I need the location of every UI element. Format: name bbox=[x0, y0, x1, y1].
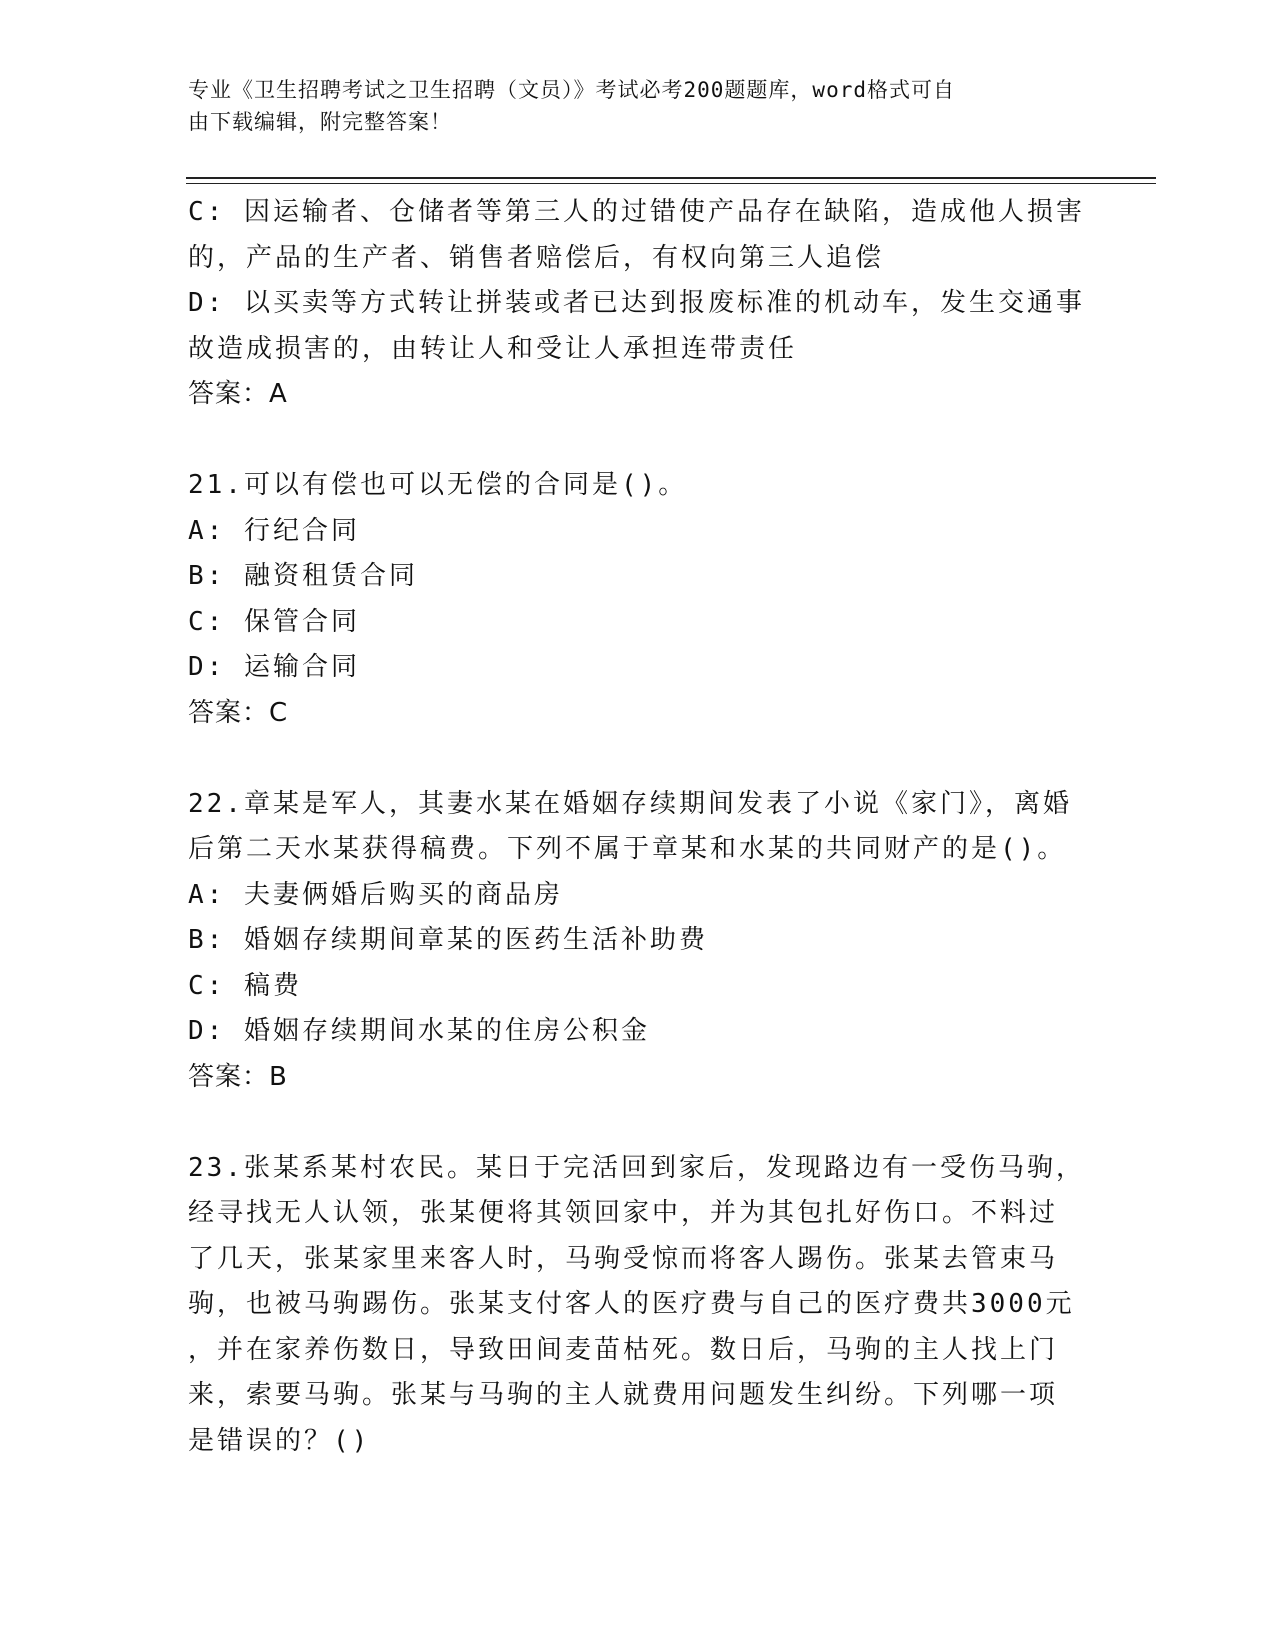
question-stem-line-6: 来，索要马驹。张某与马驹的主人就费用问题发生纠纷。下列哪一项 bbox=[188, 1380, 1059, 1410]
question-21 bbox=[188, 463, 1078, 736]
answer-text: 答案：A bbox=[188, 379, 288, 409]
option-a: A: 行纪合同 bbox=[188, 515, 360, 546]
option-d-line-1: D: 以买卖等方式转让拼装或者已达到报废标准的机动车，发生交通事 bbox=[188, 288, 1085, 318]
option-c-line-2: 的，产品的生产者、销售者赔偿后，有权向第三人追偿 bbox=[188, 242, 885, 273]
question-22 bbox=[188, 782, 1078, 1101]
question-stem-line-1: 22.章某是军人，其妻水某在婚姻存续期间发表了小说《家门》，离婚 bbox=[188, 788, 1072, 819]
header-divider-thin bbox=[186, 183, 1156, 184]
question-stem-line-2: 后第二天水某获得稿费。下列不属于章某和水某的共同财产的是()。 bbox=[188, 834, 1067, 864]
option-b: B: 融资租赁合同 bbox=[188, 561, 418, 591]
option-d-line-2: 故造成损害的，由转让人和受让人承担连带责任 bbox=[188, 333, 798, 364]
document-body bbox=[188, 190, 1085, 1464]
question-stem-line-4: 驹，也被马驹踢伤。张某支付客人的医疗费与自己的医疗费共3000元 bbox=[188, 1289, 1075, 1319]
option-c-line-1: C: 因运输者、仓储者等第三人的过错使产品存在缺陷，造成他人损害 bbox=[188, 197, 1085, 227]
option-d: D: 婚姻存续期间水某的住房公积金 bbox=[188, 1016, 650, 1046]
option-d: D: 运输合同 bbox=[188, 652, 360, 682]
answer-text: 答案：B bbox=[188, 1061, 288, 1092]
spacer bbox=[188, 418, 1078, 464]
header-line-2: 由下载编辑，附完整答案！ bbox=[188, 110, 452, 134]
option-c: C: 稿费 bbox=[188, 970, 302, 1001]
question-stem: 21.可以有偿也可以无偿的合同是()。 bbox=[188, 470, 688, 500]
question-23 bbox=[188, 1146, 1085, 1465]
spacer bbox=[188, 1100, 1078, 1146]
question-stem-line-7: 是错误的？() bbox=[188, 1425, 371, 1456]
question-stem-line-3: 了几天，张某家里来客人时，马驹受惊而将客人踢伤。张某去管束马 bbox=[188, 1243, 1059, 1274]
option-c: C: 保管合同 bbox=[188, 606, 360, 637]
header-divider-thick bbox=[186, 177, 1156, 179]
option-a: A: 夫妻俩婚后购买的商品房 bbox=[188, 879, 563, 910]
question-stem-line-1: 23.张某系某村农民。某日于完活回到家后，发现路边有一受伤马驹， bbox=[188, 1152, 1085, 1183]
option-b: B: 婚姻存续期间章某的医药生活补助费 bbox=[188, 925, 708, 955]
spacer bbox=[188, 736, 1078, 782]
previous-question-continuation bbox=[188, 190, 1085, 418]
header-line-1: 专业《卫生招聘考试之卫生招聘（文员）》考试必考200题题库，word格式可自 bbox=[188, 78, 955, 102]
question-stem-line-5: ，并在家养伤数日，导致田间麦苗枯死。数日后，马驹的主人找上门 bbox=[188, 1334, 1059, 1365]
answer-text: 答案：C bbox=[188, 697, 289, 728]
question-stem-line-2: 经寻找无人认领，张某便将其领回家中，并为其包扎好伤口。不料过 bbox=[188, 1198, 1059, 1228]
document-header bbox=[188, 74, 1068, 138]
